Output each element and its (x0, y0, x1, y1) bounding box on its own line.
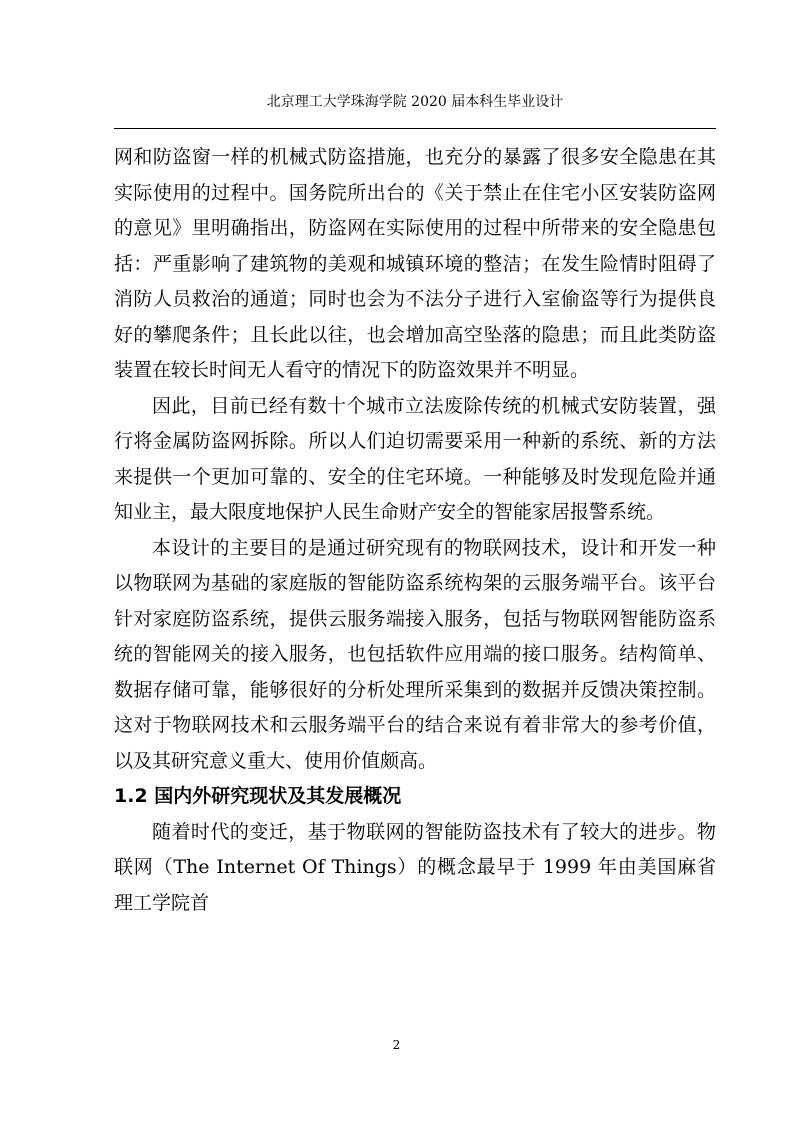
section-heading: 1.2 国内外研究现状及其发展概况 (114, 785, 402, 807)
page-number: 2 (392, 1038, 401, 1052)
paragraph-iot-history: 随着时代的变迁，基于物联网的智能防盗技术有了较大的进步。物联网（The Internet Of Things）的概念最早于 1999 年由美国麻省理工学院首 (114, 820, 716, 914)
page-header: 北京理工大学珠海学院 2020 届本科生毕业设计 (266, 94, 564, 110)
paragraph-continuation: 网和防盗窗一样的机械式防盗措施，也充分的暴露了很多安全隐患在其实际使用的过程中。国务院所出台的《关于禁止在住宅小区安装防盗网的意见》里明确指出，防盗网在实际使用的过程中所带来的安全隐患包括：严重影响了建筑物的美观和城镇环境的整洁；在发生险情时阻碍了消防人员救治的通道；同时也会为不法分子进行入室偷盗等行为提供良好的攀爬条件；且长此以往，也会增加高空坠落的隐患；而且此类防盗装置在较长时间无人看守的情况下的防盗效果并不明显。 (114, 146, 716, 381)
header-rule (114, 128, 716, 129)
paragraph-legislation: 因此，目前已经有数十个城市立法废除传统的机械式安防装置，强行将金属防盗网拆除。所以人们迫切需要采用一种新的系统、新的方法来提供一个更加可靠的、安全的住宅环境。一种能够及时发现危险并通知业主，最大限度地保护人民生命财产安全的智能家居报警系统。 (114, 394, 716, 523)
document-body (114, 140, 716, 921)
paragraph-design-purpose: 本设计的主要目的是通过研究现有的物联网技术，设计和开发一种以物联网为基础的家庭版的智能防盗系统构架的云服务端平台。该平台针对家庭防盗系统，提供云服务端接入服务，包括与物联网智能防盗系统的智能网关的接入服务，也包括软件应用端的接口服务。结构简单、数据存储可靠，能够很好的分析处理所采集到的数据并反馈决策控制。这对于物联网技术和云服务端平台的结合来说有着非常大的参考价值，以及其研究意义重大、使用价值颇高。 (114, 536, 716, 772)
